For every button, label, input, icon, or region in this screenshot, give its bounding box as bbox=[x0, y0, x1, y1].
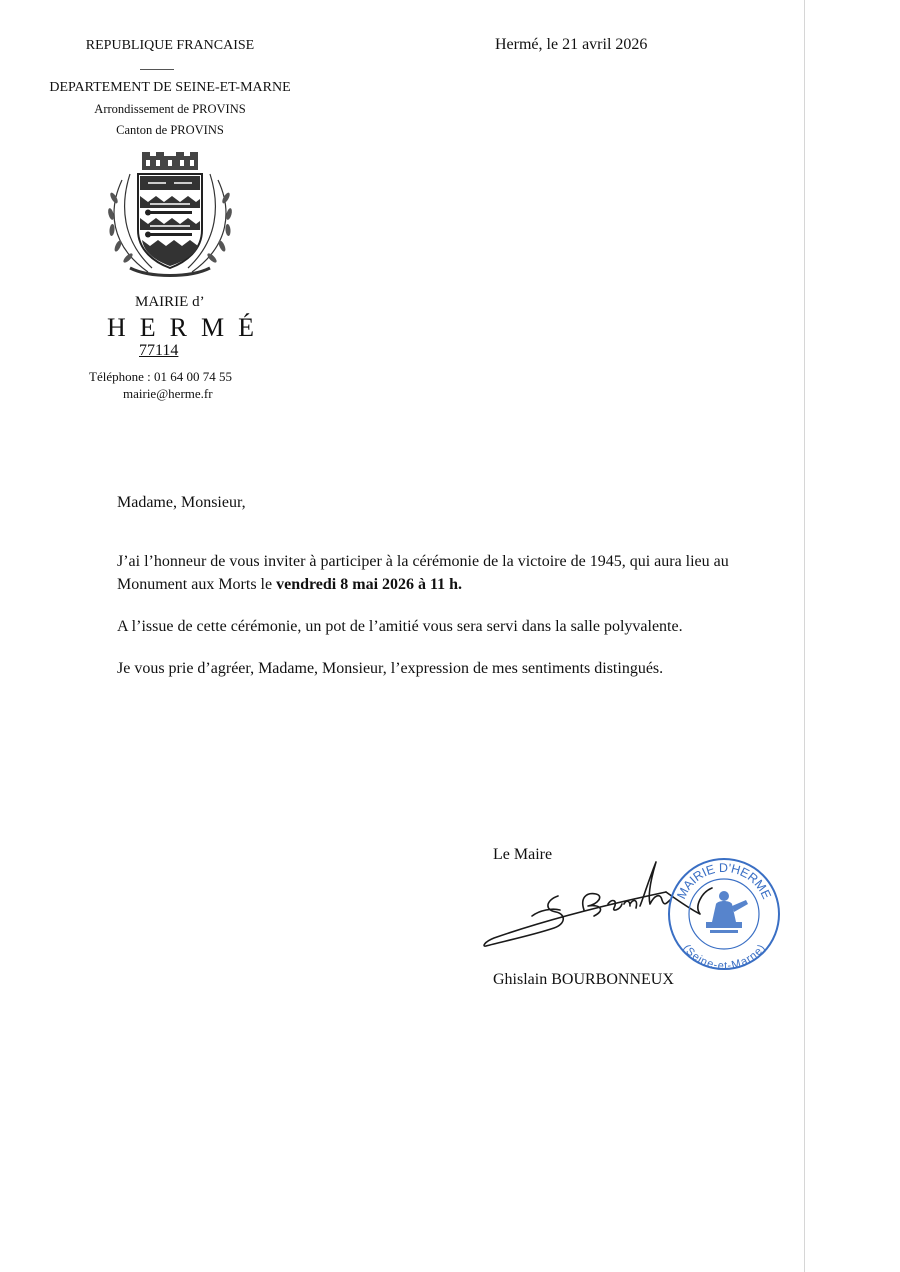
stamp-top-text: MAIRIE D'HERME bbox=[674, 860, 774, 902]
ceremony-datetime: vendredi 8 mai 2026 à 11 h. bbox=[276, 576, 463, 593]
page-margin-line bbox=[804, 0, 805, 1272]
stamp-emblem-icon bbox=[706, 891, 748, 933]
signer-name: Ghislain BOURBONNEUX bbox=[493, 971, 674, 988]
salutation: Madame, Monsieur, bbox=[117, 494, 246, 511]
postcode: 77114 bbox=[139, 342, 179, 359]
invitation-location: Monument aux Morts le bbox=[117, 576, 277, 593]
stamp-bottom-text: (Seine-et-Marne) bbox=[680, 942, 768, 972]
commune-name: HERMÉ bbox=[107, 313, 268, 342]
mairie-label: MAIRIE d’ bbox=[135, 294, 205, 310]
email-address: mairie@herme.fr bbox=[123, 386, 213, 401]
coat-of-arms-icon bbox=[100, 150, 240, 282]
letter-date: Hermé, le 21 avril 2026 bbox=[495, 36, 648, 53]
republic-heading: REPUBLIQUE FRANCAISE bbox=[85, 38, 255, 53]
signer-title: Le Maire bbox=[493, 846, 553, 863]
department-heading: DEPARTEMENT DE SEINE-ET-MARNE bbox=[49, 80, 291, 95]
arrondissement-label: Arrondissement de PROVINS bbox=[94, 102, 246, 116]
invitation-line-2 bbox=[117, 576, 462, 594]
header-divider bbox=[140, 69, 174, 70]
official-stamp bbox=[666, 856, 782, 972]
invitation-line-1: J’ai l’honneur de vous inviter à participer à la cérémonie de la victoire de 1945, qui aura lieu au bbox=[117, 553, 729, 570]
closing-paragraph: Je vous prie d’agréer, Madame, Monsieur, l’expression de mes sentiments distingués. bbox=[117, 660, 664, 677]
canton-label: Canton de PROVINS bbox=[116, 123, 224, 137]
phone-number: Téléphone : 01 64 00 74 55 bbox=[89, 369, 232, 384]
reception-paragraph: A l’issue de cette cérémonie, un pot de l’amitié vous sera servi dans la salle polyvalente. bbox=[117, 618, 683, 635]
